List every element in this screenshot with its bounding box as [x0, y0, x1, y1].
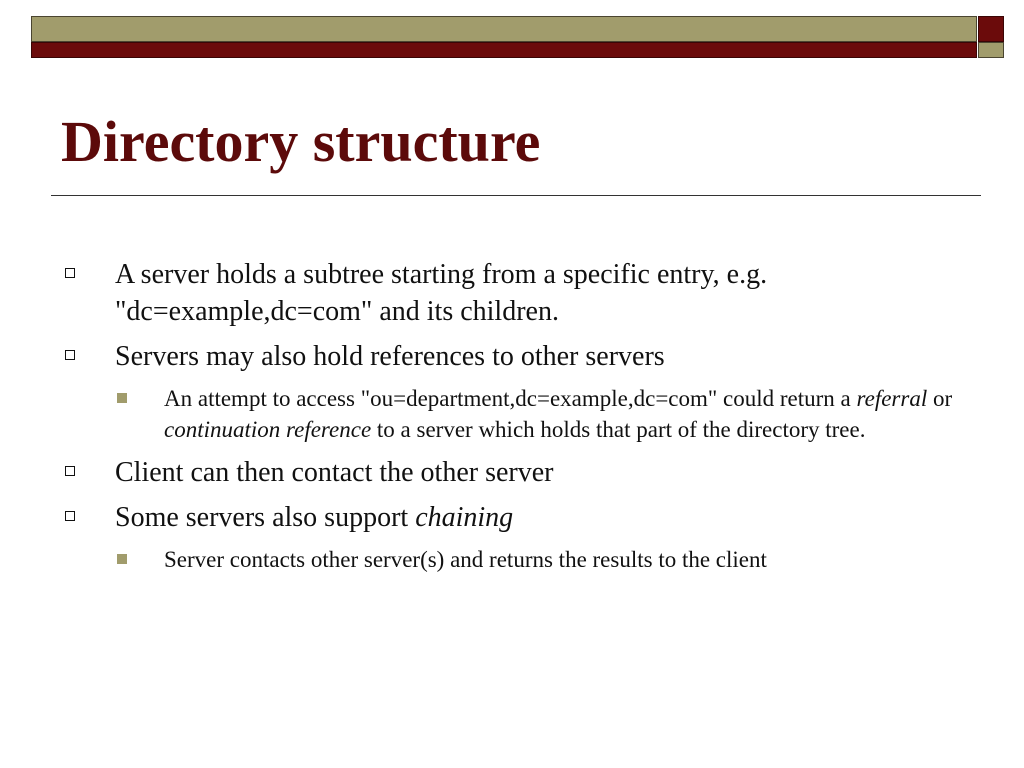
slide-title: Directory structure — [61, 109, 541, 174]
bullet-item — [115, 454, 935, 491]
sub-bullet-text: Server contacts other server(s) and returns the results to the client — [164, 547, 767, 572]
bullet-text: Servers may also hold references to other servers — [115, 341, 665, 372]
sub-bullet-item — [164, 544, 974, 575]
filled-square-bullet-icon — [117, 554, 127, 564]
bullet-text-prefix: Some servers also support — [115, 502, 416, 533]
sub-bullet-text-mid: or — [927, 386, 953, 411]
referral-term: referral — [856, 386, 928, 411]
hollow-square-bullet-icon — [65, 268, 75, 278]
hollow-square-bullet-icon — [65, 350, 75, 360]
title-divider — [51, 195, 981, 196]
header-olive-bar — [31, 16, 977, 42]
sub-bullet-text-prefix: An attempt to access "ou=department,dc=example,dc=com" could return a — [164, 386, 857, 411]
header-red-square — [978, 16, 1004, 42]
bullet-text: A server holds a subtree starting from a specific entry, e.g. "dc=example,dc=com" and its children. — [115, 259, 768, 327]
filled-square-bullet-icon — [117, 393, 127, 403]
header-red-bar — [31, 42, 977, 58]
bullet-list — [0, 256, 1024, 584]
header-olive-square — [978, 42, 1004, 58]
bullet-item — [115, 338, 935, 375]
chaining-term: chaining — [415, 502, 514, 533]
continuation-reference-term: continuation reference — [164, 417, 372, 442]
hollow-square-bullet-icon — [65, 511, 75, 521]
sub-bullet-text-suffix: to a server which holds that part of the directory tree. — [371, 417, 866, 442]
hollow-square-bullet-icon — [65, 466, 75, 476]
bullet-item — [115, 256, 935, 330]
sub-bullet-item — [164, 383, 974, 445]
bullet-text: Client can then contact the other server — [115, 457, 554, 488]
bullet-item — [115, 499, 935, 536]
